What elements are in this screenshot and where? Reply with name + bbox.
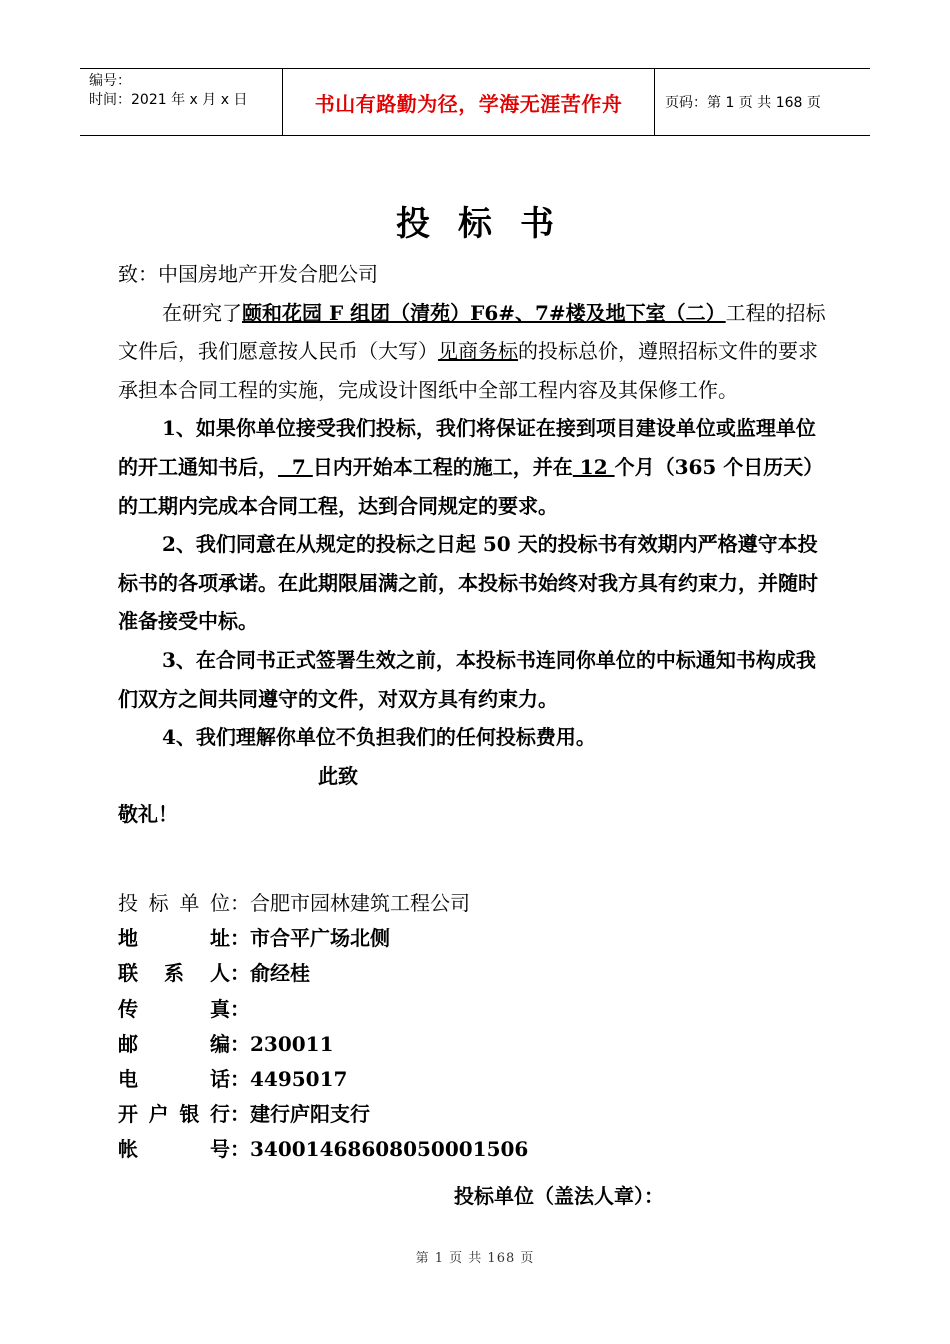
page-footer: 第 1 页 共 168 页 [415,1251,535,1266]
closing-cizhi: 此致 [318,763,358,788]
item-3: 3、在合同书正式签署生效之前，本投标书连同你单位的中标通知书构成我们双方之间共同遵守的文件，对双方具有约束力。 [118,647,816,711]
intro-paragraph: 在研究了颐和花园 F 组团（清苑）F6#、7#楼及地下室（二）工程的招标文件后，我们愿意按人民币（大写）见商务标的投标总价，遵照招标文件的要求承担本合同工程的实施，完成设计图纸中全部工程内容及其保修工作。 [118,300,826,402]
project-name: 颐和花园 F 组团（清苑）F6#、7#楼及地下室（二） [242,300,726,325]
item-4: 4、我们理解你单位不负担我们的任何投标费用。 [162,725,596,750]
info-unit: 投标单位 ： 合肥市园林建筑工程公司 [118,891,470,915]
header-number: 编号： [89,73,131,89]
header-meta [80,69,282,135]
info-account: 帐号 ： 34001468608050001506 [118,1137,529,1162]
letter-body [118,255,834,834]
salutation: 致：中国房地产开发合肥公司 [118,262,378,286]
info-bank: 开户银行 ： 建行庐阳支行 [118,1102,370,1127]
header-motto: 书山有路勤为径，学海无涯苦作舟 [282,69,655,135]
header-page-info: 页码：第 1 页 共 168 页 [665,95,821,111]
info-contact: 联系人 ： 俞经桂 [118,961,310,986]
info-fax: 传真 ： [118,996,250,1021]
info-postcode: 邮编 ： 230011 [118,1031,334,1056]
info-address: 地址 ： 市合平广场北侧 [118,926,390,951]
start-days: 7 [278,454,313,479]
closing-jingli: 敬礼！ [118,802,178,827]
page-title: 投标书 [396,204,582,244]
document-header [80,68,870,136]
header-time: 时间：2021 年 x 月 x 日 [89,92,248,108]
item-2: 2、我们同意在从规定的投标之日起 50 天的投标书有效期内严格遵守本投标书的各项承诺。在此期限届满之前，本投标书始终对我方具有约束力，并随时准备接受中标。 [118,532,818,634]
bidder-info [118,886,528,1168]
signature-line: 投标单位（盖法人章）： [454,1184,664,1208]
info-phone: 电话 ： 4495017 [118,1067,348,1092]
item-1: 1、如果你单位接受我们投标，我们将保证在接到项目建设单位或监理单位的开工通知书后， 7 日内开始本工程的施工，并在 12 个月（365 个日历天）的工期内完成本合同工程，达到合同规定的要求。 [118,416,824,518]
duration-months: 12 [572,454,615,479]
bid-amount: 见商务标 [438,339,518,364]
